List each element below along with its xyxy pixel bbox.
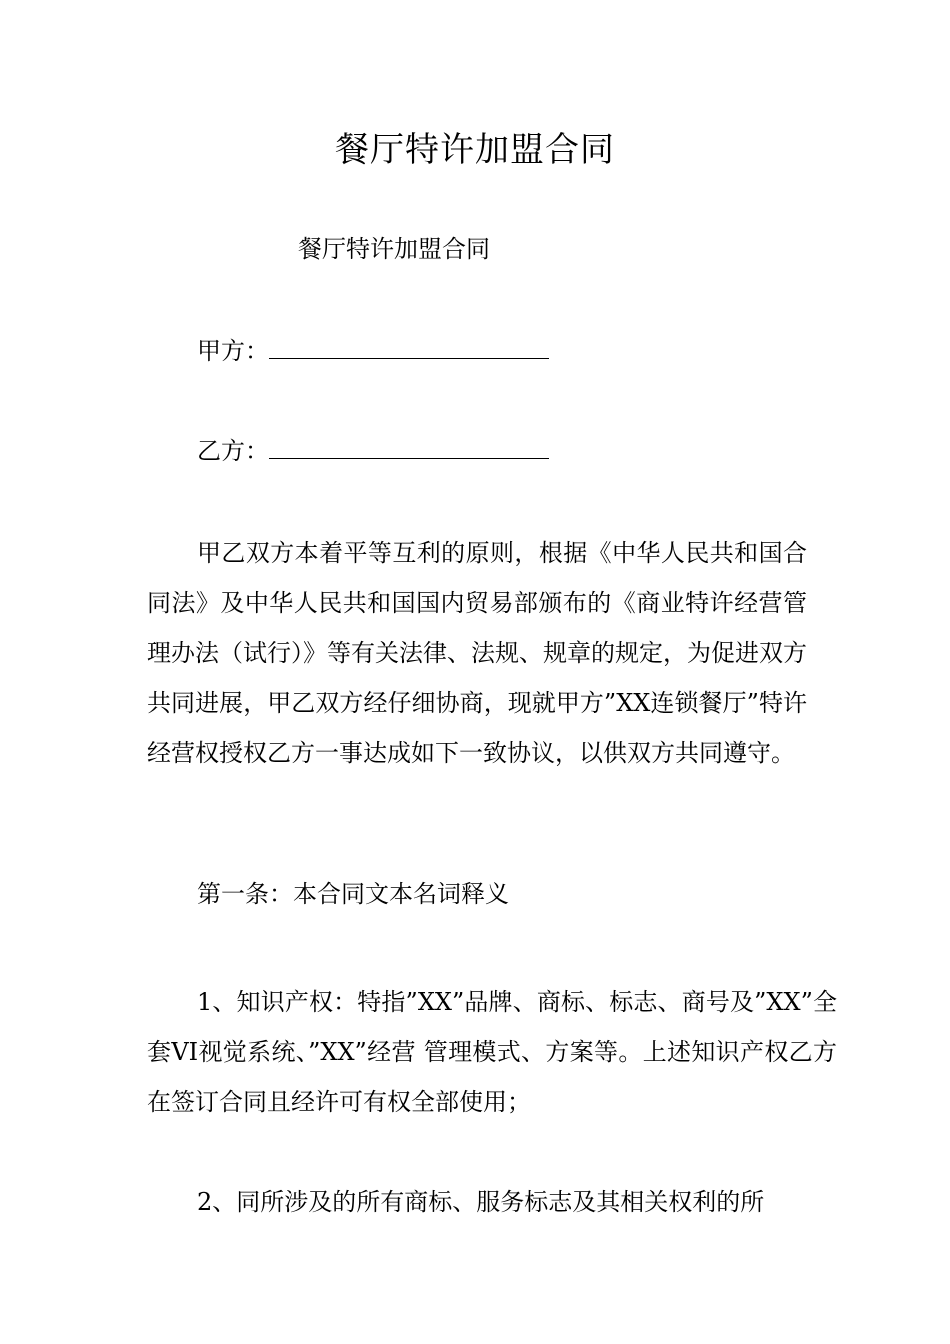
- preamble-paragraph: 甲乙双方本着平等互利的原则，根据《中华人民共和国合同法》及中华人民共和国国内贸易部颁布的《商业特许经营管理办法（试行）》等有关法律、法规、规章的规定，为促进双方共同进展，甲乙双方经仔细协商，现就甲方”XX连锁餐厅”特许经营权授权乙方一事达成如下一致协议，以供双方共同遵守。: [147, 539, 807, 767]
- document-title: 餐厅特许加盟合同: [335, 130, 615, 170]
- party-a-label: 甲方：: [197, 337, 269, 365]
- article-1-heading: 第一条：本合同文本名词释义: [197, 880, 509, 908]
- clause-1-paragraph: 1、知识产权：特指”XX”品牌、商标、标志、商号及”XX”全套VI视觉系统、”XX”经营 管理模式、方案等。上述知识产权乙方在签订合同且经许可有权全部使用；: [147, 988, 837, 1116]
- party-a-blank: [269, 338, 549, 359]
- party-b-label: 乙方：: [197, 437, 269, 465]
- document-subtitle: 餐厅特许加盟合同: [298, 235, 490, 263]
- party-b-line: [197, 434, 549, 468]
- clause-2-paragraph: 2、同所涉及的所有商标、服务标志及其相关权利的所: [197, 1188, 765, 1216]
- party-b-blank: [269, 438, 549, 459]
- party-a-line: [197, 334, 549, 368]
